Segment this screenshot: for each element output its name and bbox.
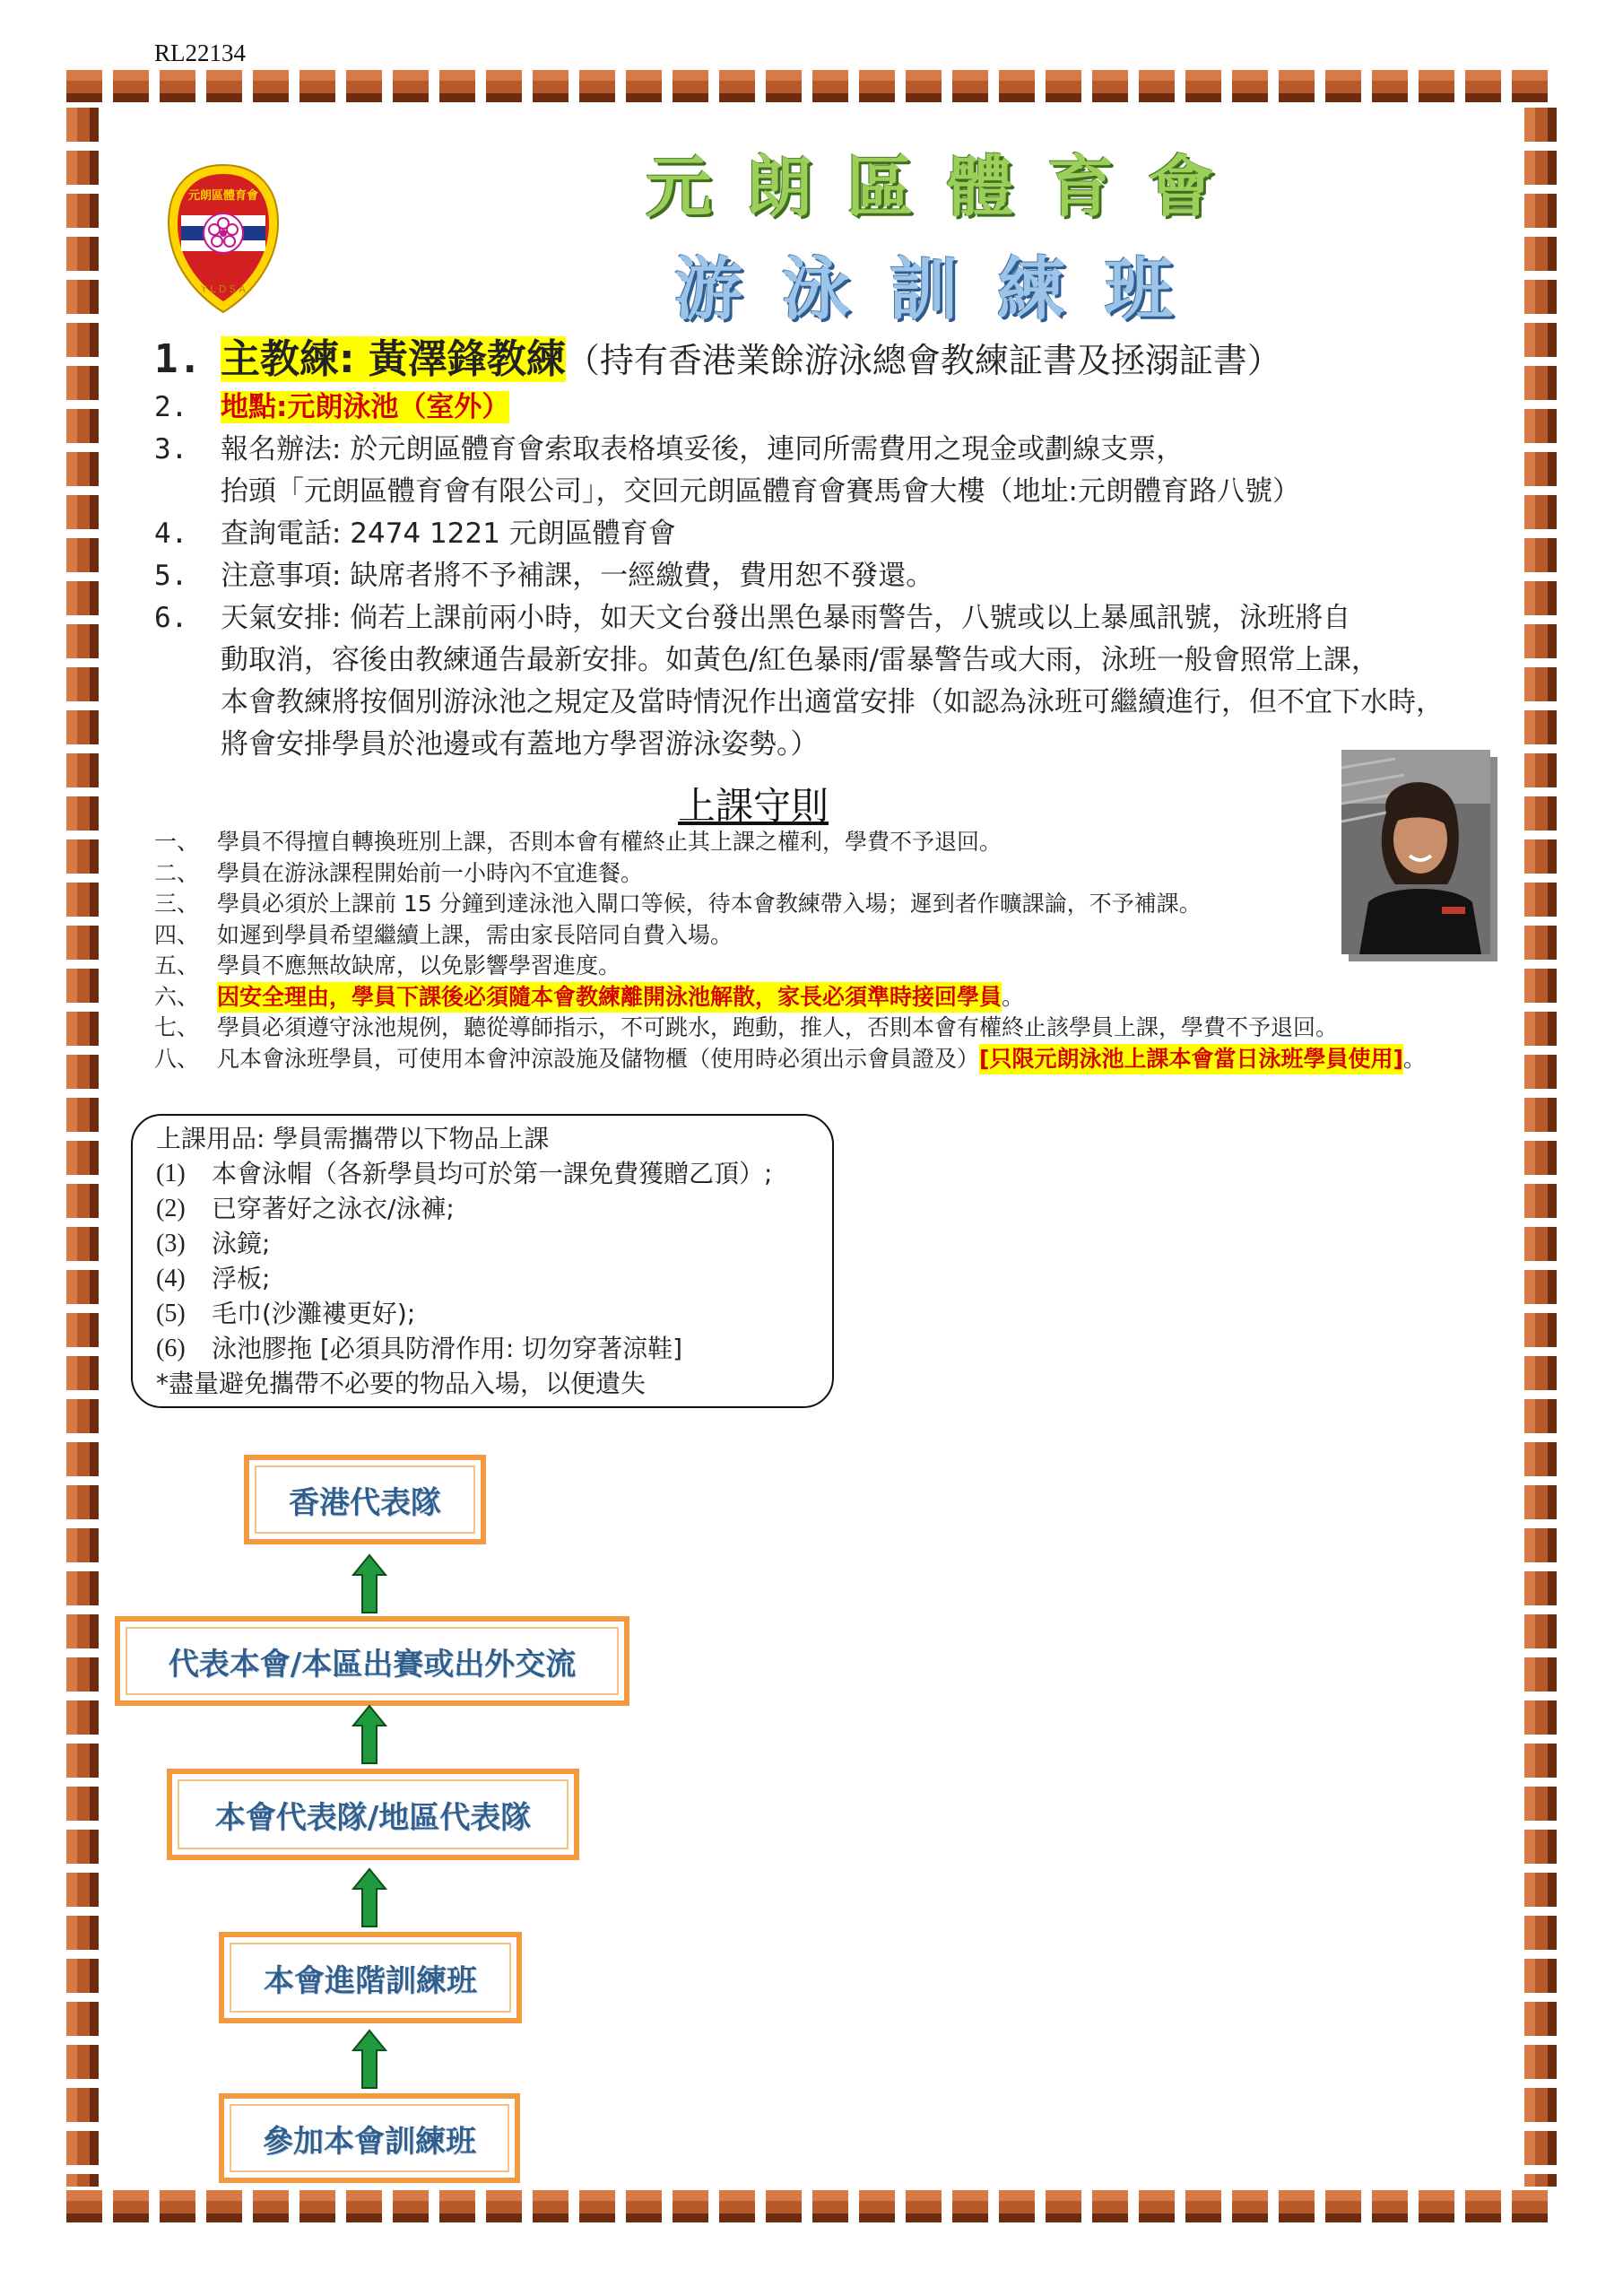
info-enrollment xyxy=(154,429,1508,471)
logo-top-text: 元朗區體育會 xyxy=(187,189,259,203)
pathway-label: 本會進階訓練班 xyxy=(264,1962,477,1999)
up-arrow-icon xyxy=(352,1704,387,1765)
rule-text: 學員必須於上課前 15 分鐘到達泳池入閘口等候，待本會教練帶入場；遲到者作曠課論，不予補課。 xyxy=(217,891,1202,917)
border-right-bricks xyxy=(1524,108,1557,2187)
rule-text: 學員在游泳課程開始前一小時內不宜進餐。 xyxy=(217,859,644,886)
supply-number: (1) xyxy=(156,1160,186,1187)
supply-text: 本會泳帽（各新學員均可於第一課免費獲贈乙頂）; xyxy=(212,1159,773,1188)
supply-number: (4) xyxy=(156,1265,186,1292)
info-coach xyxy=(154,334,1508,387)
supply-item xyxy=(156,1191,832,1226)
rule-text-highlighted: 因安全理由，學員下課後必須隨本會教練離開泳池解散，家長必須準時接回學員 xyxy=(217,982,1002,1013)
rule-item xyxy=(154,951,1517,982)
up-arrow-icon xyxy=(352,2029,387,2090)
pathway-step-club-team xyxy=(167,1769,579,1860)
pathway-step-represent xyxy=(115,1616,629,1706)
pathway-label: 香港代表隊 xyxy=(289,1484,441,1521)
info-venue xyxy=(154,387,1508,429)
supply-item xyxy=(156,1296,832,1331)
venue: 地點:元朗泳池（室外） xyxy=(221,391,510,423)
supply-text: 泳鏡; xyxy=(212,1229,271,1258)
rule-number: 八、 xyxy=(154,1045,200,1072)
border-top-bricks xyxy=(66,70,1557,102)
rule-text: 凡本會泳班學員，可使用本會沖涼設施及儲物櫃（使用時必須出示會員證及） xyxy=(217,1045,980,1072)
rule-text: 學員不應無故缺席，以免影響學習進度。 xyxy=(217,952,621,978)
pathway-label: 參加本會訓練班 xyxy=(263,2123,476,2160)
attendance-notes: 注意事項: 缺席者將不予補課，一經繳費，費用恕不發還。 xyxy=(221,560,934,592)
rule-item xyxy=(154,1013,1517,1044)
info-weather xyxy=(154,597,1508,639)
enrollment-line: 報名辦法: 於元朗區體育會索取表格填妥後，連同所需費用之現金或劃線支票， xyxy=(221,433,1185,465)
coach-certification: （持有香港業餘游泳總會教練証書及拯溺証書） xyxy=(565,341,1281,380)
organization-title: 元朗區體育會 xyxy=(646,149,1248,226)
head-coach: 主教練: 黃澤鋒教練 xyxy=(221,336,566,382)
rule-text: 學員必須遵守泳池規例，聽從導師指示，不可跳水，跑動，推人，否則本會有權終止該學員上課，學費不予退回。 xyxy=(217,1014,1339,1040)
supply-item xyxy=(156,1331,832,1366)
info-number: 1. xyxy=(154,336,202,382)
weather-line: 天氣安排: 倘若上課前兩小時，如天文台發出黑色暴雨警告，八號或以上暴風訊號，泳班將自 xyxy=(221,602,1351,634)
rule-item xyxy=(154,889,1517,920)
rule-text: 如遲到學員希望繼續上課，需由家長陪同自費入場。 xyxy=(217,921,733,948)
rule-item xyxy=(154,982,1517,1013)
pathway-step-join xyxy=(219,2093,520,2183)
enquiry-phone: 查詢電話: 2474 1221 元朗區體育會 xyxy=(221,517,676,550)
rule-number: 二、 xyxy=(154,859,200,886)
info-number: 3. xyxy=(154,433,188,465)
rule-item xyxy=(154,920,1517,952)
rule-text: 學員不得擅自轉換班別上課，否則本會有權終止其上課之權利，學費不予退回。 xyxy=(217,829,1002,855)
up-arrow-icon xyxy=(352,1553,387,1614)
rules-heading: 上課守則 xyxy=(678,784,829,828)
supply-text: 已穿著好之泳衣/泳褲; xyxy=(212,1194,455,1223)
supply-text: 浮板; xyxy=(212,1264,271,1293)
supply-item xyxy=(156,1156,832,1191)
rule-number: 七、 xyxy=(154,1014,200,1040)
rule-number: 四、 xyxy=(154,921,200,948)
supplies-note: *盡量避免攜帶不必要的物品入場，以便遺失 xyxy=(156,1369,647,1398)
border-left-bricks xyxy=(66,108,99,2187)
info-number: 2. xyxy=(154,391,188,423)
coach-photo xyxy=(1341,750,1490,954)
info-number: 4. xyxy=(154,517,188,550)
rule-number: 一、 xyxy=(154,829,200,855)
info-phone xyxy=(154,513,1508,555)
supply-number: (6) xyxy=(156,1335,186,1362)
rule-number: 六、 xyxy=(154,983,200,1010)
pathway-label: 代表本會/本區出賽或出外交流 xyxy=(168,1646,577,1683)
border-bottom-bricks xyxy=(66,2190,1557,2222)
weather-line: 本會教練將按個別游泳池之規定及當時情況作出適當安排（如認為泳班可繼續進行，但不宜下水時， xyxy=(221,686,1444,718)
rule-item xyxy=(154,858,1517,890)
course-info-list xyxy=(154,334,1508,766)
rule-number: 五、 xyxy=(154,952,200,978)
pathway-label: 本會代表隊/地區代表隊 xyxy=(214,1799,532,1836)
info-notes xyxy=(154,555,1508,597)
weather-line: 將會安排學員於池邊或有蓋地方學習游泳姿勢。） xyxy=(221,728,819,761)
weather-line: 動取消，容後由教練通告最新安排。如黃色/紅色暴雨/雷暴警告或大雨，泳班一般會照常上課， xyxy=(221,644,1379,676)
supply-text: 泳池膠拖 [必須具防滑作用: 切勿穿著涼鞋] xyxy=(212,1334,683,1363)
info-enrollment-cont: 抬頭「元朗區體育會有限公司」，交回元朗區體育會賽馬會大樓（地址:元朗體育路八號） xyxy=(221,475,1300,508)
rule-number: 三、 xyxy=(154,891,200,917)
supply-number: (5) xyxy=(156,1300,186,1327)
rule-item xyxy=(154,827,1517,858)
rule-tail: 。 xyxy=(1002,983,1025,1010)
course-title: 游泳訓練班 xyxy=(674,249,1212,329)
document-id: RL22134 xyxy=(154,39,247,66)
supply-number: (3) xyxy=(156,1230,186,1257)
supply-item xyxy=(156,1261,832,1296)
supplies-title: 上課用品: 學員需攜帶以下物品上課 xyxy=(156,1124,550,1153)
up-arrow-icon xyxy=(352,1867,387,1928)
rule-item xyxy=(154,1044,1517,1075)
supply-text: 毛巾(沙灘褸更好); xyxy=(212,1299,416,1328)
class-rules-list xyxy=(154,827,1517,1074)
rule-text-highlighted: [只限元朗泳池上課本會當日泳班學員使用] xyxy=(979,1044,1403,1075)
supply-item xyxy=(156,1226,832,1261)
logo-bottom-text: Y L D S A xyxy=(201,283,246,295)
info-number: 6. xyxy=(154,602,188,634)
rule-tail: 。 xyxy=(1402,1045,1426,1072)
supplies-box xyxy=(131,1114,834,1408)
info-number: 5. xyxy=(154,560,188,592)
club-logo xyxy=(161,161,285,316)
pathway-step-advanced xyxy=(219,1932,522,2023)
supply-number: (2) xyxy=(156,1195,186,1222)
pathway-step-hk-team xyxy=(244,1455,486,1544)
